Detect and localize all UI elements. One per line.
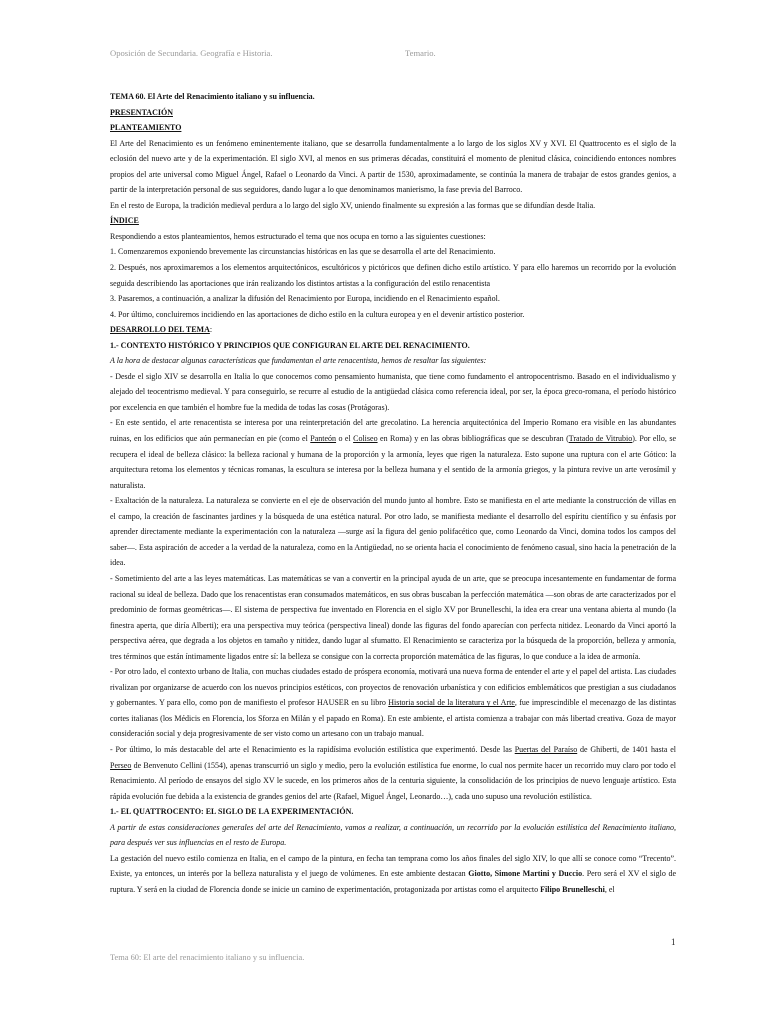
text-run: , fue imprescindible el mecenazgo de las distintas cortes italianas (los Médicis en Florencia, los Sforza en Milán y el papado en Roma). En este ambiente, el artista comienza a trabajar con más libertad creativa. Goza de mayor consideración social y deja progresivamente de ser visto como un artesano con un trabajo manual.	[110, 698, 676, 739]
header-left: Oposición de Secundaria. Geografía e Historia.	[110, 48, 273, 58]
bullet-paragraph	[110, 664, 676, 742]
page-number: 1	[671, 937, 676, 947]
text-run: de Benvenuto Cellini (1554), apenas transcurrió un siglo y medio, pero la evolución estilística fue enorme, lo cual nos permite hacer un recorrido muy claro por todo el Renacimiento. Al período de ensayos del siglo XV le sucede, en los primeros años de la centuria siguiente, la consolidación de los principios de nuevo lenguaje artístico. Esta rápida evolución fue debida a la existencia de grandes genios del arte (Rafael, Miguel Ángel, Leonardo…), cada uno supuso una revolución estilística.	[110, 760, 676, 801]
link-vitrubio[interactable]: Tratado de Vitrubio	[568, 434, 633, 444]
text-run: en Roma) y en las obras bibliográficas que se descubran (	[377, 434, 569, 444]
index-item: 3. Pasaremos, a continuación, a analizar la difusión del Renacimiento por Europa, incidiendo en el Renacimiento español.	[110, 294, 500, 304]
text-run: o el	[336, 434, 354, 444]
link-hauser-book[interactable]: Historia social de la literatura y el Arte	[388, 698, 515, 708]
bullet-paragraph: - Sometimiento del arte a las leyes matemáticas. Las matemáticas se van a convertir en la principal ayuda de un arte, que se preocupa incesantemente en fundamentar de forma racional su ideal de belleza. Dado que los renacentistas eran consumados matemáticos, en sus obras buscaban la perfección matemática —son obras de arte caracterizados por el predominio de formas geométricas—. El sistema de perspectiva fue inventado en Florencia en el siglo XV por Brunelleschi, la idea era crear una ventana abierta al mundo (la finestra aperta, que diría Alberti); era una perspectiva muy teórica (perspectiva lineal) donde las figuras del fondo aparecían con perfecta nitidez. Leonardo da Vinci aportó la perspectiva aérea, que degrada a los objetos en tamaño y nitidez, dando lugar al sfumatto. El Renacimiento se caracteriza por la búsqueda de la proporción, belleza y armonía, tres términos que están íntimamente ligados entre sí: la belleza se consigue con la correcta proporción matemática de las figuras, lo que conduce a la idea de armonía.	[110, 573, 676, 661]
heading-desarrollo	[110, 322, 676, 338]
heading-presentacion: PRESENTACIÓN	[110, 107, 173, 117]
heading-desarrollo-colon: :	[209, 325, 213, 335]
footer: Tema 60: El arte del renacimiento italiano y su influencia.	[110, 953, 305, 962]
text-run: de Ghiberti, de 1401 hasta el	[577, 744, 676, 754]
header-right: Temario.	[405, 48, 436, 58]
section-heading-2: 1.- EL QUATTROCENTO: EL SIGLO DE LA EXPERIMENTACIÓN.	[110, 807, 354, 817]
heading-desarrollo-text: DESARROLLO DEL TEMA	[110, 325, 210, 335]
section-heading-1-text: 1.- CONTEXTO HISTÓRICO Y PRINCIPIOS QUE CONFIGURAN EL ARTE DEL RENACIMIENTO	[110, 340, 468, 350]
link-perseo[interactable]: Perseo	[110, 760, 132, 770]
paragraph: Respondiendo a estos planteamientos, hemos estructurado el tema que nos ocupa en torno a las siguientes cuestiones:	[110, 231, 486, 241]
text-run: - En este sentido, el arte renacentista se interesa por una reinterpretación del arte grecolatino. La herencia arquitectónica del Imperio Romano era visible en las abundantes ruinas, en los edificios que aún permanecían en pie (como el	[110, 418, 676, 444]
section-intro: A la hora de destacar algunas características que fundamentan el arte renacentista, hemos de resaltar las siguientes:	[110, 356, 487, 366]
text-run: - Por último, lo más destacable del arte el Renacimiento es la rapidísima evolución estilística que experimentó. Desde las	[110, 744, 515, 754]
bullet-paragraph	[110, 415, 676, 493]
paragraph	[110, 851, 676, 898]
section-heading-1	[110, 338, 676, 354]
text-run: . Pero será el XV el siglo de ruptura. Y será en la ciudad de Florencia donde se inicie un camino de experimentación, protagonizada por artistas como el arquitecto	[110, 869, 677, 894]
heading-indice: ÍNDICE	[110, 216, 139, 226]
bold-run: Filipo Brunelleschi	[540, 884, 605, 894]
heading-planteamiento: PLANTEAMIENTO	[110, 123, 182, 133]
index-item: 1. Comenzaremos exponiendo brevemente las circunstancias históricas en las que se desarrolla el arte del Renacimiento.	[110, 247, 496, 257]
document-body	[110, 89, 676, 897]
paragraph: En el resto de Europa, la tradición medieval perdura a lo largo del siglo XV, uniendo finalmente su expresión a las formas que se difundían desde Italia.	[110, 200, 596, 210]
link-panteon[interactable]: Panteón	[310, 434, 337, 444]
bullet-paragraph: - Desde el siglo XIV se desarrolla en Italia lo que conocemos como pensamiento humanista, que tiene como fundamento el antropocentrismo. Basado en el individualismo y alejado del teocentrismo medieval. Y para conseguirlo, se recurre al estudio de la antigüedad clásica como referencia ideal, por ser, la época greco-romana, el período histórico por excelencia en que también el hombre fue la medida de todas las cosas (Protágoras).	[110, 371, 676, 412]
text-run: ). Por ello, se recupera el ideal de belleza clásico: la belleza racional y humana de la proporción y la armonía, leyes que rigen la naturaleza. Esto supone una ruptura con el arte Gótico: la arquitectura retoma los elementos y técnicas romanas, la escultura se interesa por la belleza humana y el sentido de la armonía griegos, y la pintura revive un arte verosímil y naturalista.	[110, 434, 676, 490]
index-item: 2. Después, nos aproximaremos a los elementos arquitectónicos, escultóricos y pictóricos que definen dicho estilo artístico. Y para ello haremos un recorrido por la evolución seguida describiendo las aportaciones que irán realizando los distintos artistas a la configuración del estilo renacentista	[110, 263, 676, 288]
link-puertas-paraiso[interactable]: Puertas del Paraíso	[514, 744, 578, 754]
link-coliseo[interactable]: Coliseo	[353, 434, 378, 444]
paragraph: El Arte del Renacimiento es un fenómeno eminentemente italiano, que se desarrolla fundamentalmente a lo largo de los siglos XV y XVI. El Quattrocento es el siglo de la eclosión del nuevo arte y de la experimentación. El siglo XVI, al menos en sus primeras décadas, constituirá el momento de plenitud clásica, coincidiendo entonces nombres propios del arte universal como Miguel Ángel, Rafael o Leonardo da Vinci. A partir de 1530, aproximadamente, se continúa la manera de trabajar de estos grandes genios, a partir de la interpretación personal de sus seguidores, dando lugar a lo que denominamos manierismo, la fase previa del Barroco.	[110, 138, 676, 195]
section-intro: A partir de estas consideraciones generales del arte del Renacimiento, vamos a realizar, a continuación, un recorrido por la evolución estilística del Renacimiento italiano, para después ver sus influencias en el resto de Europa.	[110, 822, 676, 848]
doc-title: TEMA 60. El Arte del Renacimiento italiano y su influencia.	[110, 92, 315, 101]
section-heading-1-dot: .	[467, 340, 470, 350]
text-run: La gestación del nuevo estilo comienza en Italia, en el campo de la pintura, en fecha tan temprana como los años finales del siglo XIV, lo que allí se conoce como “Trecento”. Existe, ya entonces, un interés por la belleza naturalista y el juego de volúmenes. En este ambiente destacan	[110, 853, 676, 879]
bullet-paragraph	[110, 742, 676, 804]
text-run: , el	[604, 884, 615, 894]
text-run: - Por otro lado, el contexto urbano de Italia, con muchas ciudades estado de próspera economía, motivará una nueva forma de entender el arte y el papel del artista. Las ciudades rivalizan por organizarse de acuerdo con los nuevos principios estéticos, con proyectos de renovación urbanística y con edificios emblemáticos que prestigian a sus ciudadanos y gobernantes. Y para ello, como pon de manifiesto el profesor HAUSER en su libro	[110, 667, 676, 708]
index-item: 4. Por último, concluiremos incidiendo en las aportaciones de dicho estilo en la cultura europea y en el devenir artístico posterior.	[110, 309, 525, 319]
bold-run: Giotto, Simone Martini y Duccio	[468, 869, 583, 879]
bullet-paragraph: - Exaltación de la naturaleza. La naturaleza se convierte en el eje de observación del mundo junto al hombre. Esto se manifiesta en el arte mediante la construcción de villas en el campo, la creación de fascinantes jardines y la búsqueda de una estética natural. Por otro lado, se manifiesta mediante el desarrollo del espíritu científico y su énfasis por aprender directamente mediante la experimentación con la naturaleza —surge así la figura del genio polifacético que, como Leonardo da Vinci, domina todos los campos del saber—. Esta aspiración de acceder a la verdad de la naturaleza, como en la Antigüedad, no se orienta hacia el conocimiento de fenómeno casual, sino hacia la penetración de la idea.	[110, 496, 676, 568]
